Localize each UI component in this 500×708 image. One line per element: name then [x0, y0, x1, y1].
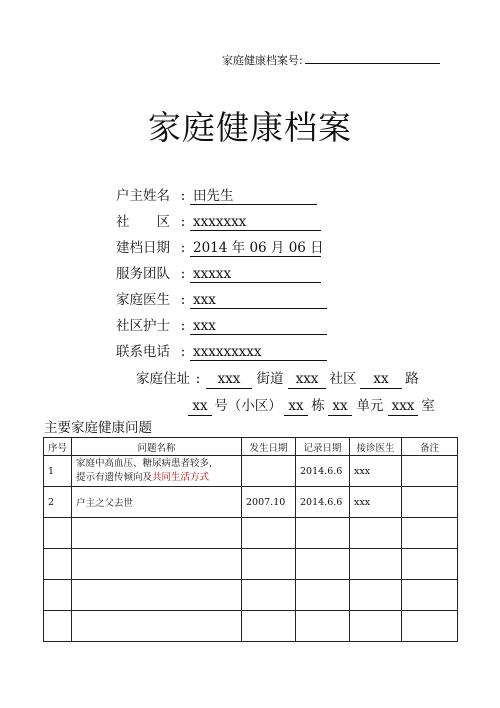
column-header: 发生日期	[242, 438, 296, 456]
family-doctor-label: 家庭医生	[116, 292, 170, 308]
health-issues-title: 主要家庭健康问题	[44, 420, 152, 436]
address-street-value[interactable]: xxx	[206, 371, 252, 389]
archive-number-label: 家庭健康档案号:	[222, 54, 303, 67]
community-field: 社 区 : xxxxxxx	[116, 210, 321, 230]
phone-field: 联系电话 : xxxxxxxxx	[116, 340, 327, 360]
issue-name[interactable]	[72, 456, 242, 487]
archive-number	[222, 52, 440, 68]
table-row-empty	[44, 549, 458, 580]
column-header: 备注	[402, 438, 458, 456]
issue-name-line2: 提示有遗传倾向及共同生活方式	[76, 472, 210, 483]
community-nurse-value[interactable]: xxx	[190, 318, 327, 335]
column-header: 接诊医生	[350, 438, 402, 456]
service-team-label: 服务团队	[116, 266, 170, 282]
address-building-value[interactable]: xx	[284, 398, 308, 416]
service-team-value[interactable]: xxxxx	[190, 266, 321, 283]
record-date[interactable]: 2014.6.6	[296, 487, 350, 518]
address-room-value[interactable]: xxx	[388, 398, 418, 416]
address-road-value[interactable]: xx	[360, 371, 402, 389]
householder-label: 户主姓名	[116, 188, 170, 204]
column-header: 记录日期	[296, 438, 350, 456]
address-number-value[interactable]: xx	[188, 398, 212, 416]
table-row-empty	[44, 611, 458, 642]
family-doctor-value[interactable]: xxx	[190, 292, 327, 309]
doctor[interactable]: xxx	[350, 487, 402, 518]
community-value[interactable]: xxxxxxx	[190, 214, 321, 231]
occur-date[interactable]	[242, 456, 296, 487]
householder-value[interactable]: 田先生	[190, 188, 317, 205]
document-title: 家庭健康档案	[148, 108, 352, 147]
created-date-value[interactable]: 2014 年 06 月 06 日	[190, 240, 321, 257]
record-date[interactable]: 2014.6.6	[296, 456, 350, 487]
health-issues-table	[43, 437, 458, 642]
community-nurse-field: 社区护士 : xxx	[116, 314, 327, 334]
phone-label: 联系电话	[116, 344, 170, 360]
table-header-row	[44, 438, 458, 456]
table-row	[44, 456, 458, 487]
family-doctor-field: 家庭医生 : xxx	[116, 288, 327, 308]
address-line-2: xx 号（小区） xx 栋 xx 单元 xxx 室	[188, 394, 438, 416]
service-team-field: 服务团队 : xxxxx	[116, 262, 321, 282]
householder-field: 户主姓名 : 田先生	[116, 184, 317, 204]
created-date-label: 建档日期	[116, 240, 170, 256]
address-community-value[interactable]: xxx	[288, 371, 326, 389]
row-number: 2	[44, 487, 72, 518]
row-number: 1	[44, 456, 72, 487]
note[interactable]	[402, 456, 458, 487]
address-label: 家庭住址	[136, 371, 190, 387]
column-header: 问题名称	[72, 438, 242, 456]
community-label: 社 区	[116, 214, 170, 230]
table-row	[44, 487, 458, 518]
doctor[interactable]: xxx	[350, 456, 402, 487]
address-unit-value[interactable]: xx	[328, 398, 352, 416]
table-row-empty	[44, 518, 458, 549]
issue-name-line1: 家庭中高血压、糖尿病患者较多,	[76, 458, 213, 469]
occur-date[interactable]: 2007.10	[242, 487, 296, 518]
highlight-text: 共同生活方式	[152, 472, 210, 483]
note[interactable]	[402, 487, 458, 518]
created-date-field: 建档日期 : 2014 年 06 月 06 日	[116, 236, 321, 256]
table-row-empty	[44, 580, 458, 611]
issue-name[interactable]: 户主之父去世	[72, 487, 242, 518]
phone-value[interactable]: xxxxxxxxx	[190, 344, 327, 361]
archive-number-blank[interactable]	[305, 52, 440, 64]
column-header: 序号	[44, 438, 72, 456]
address-line-1: 家庭住址 : xxx 街道 xxx 社区 xx 路	[136, 371, 419, 387]
community-nurse-label: 社区护士	[116, 318, 170, 334]
